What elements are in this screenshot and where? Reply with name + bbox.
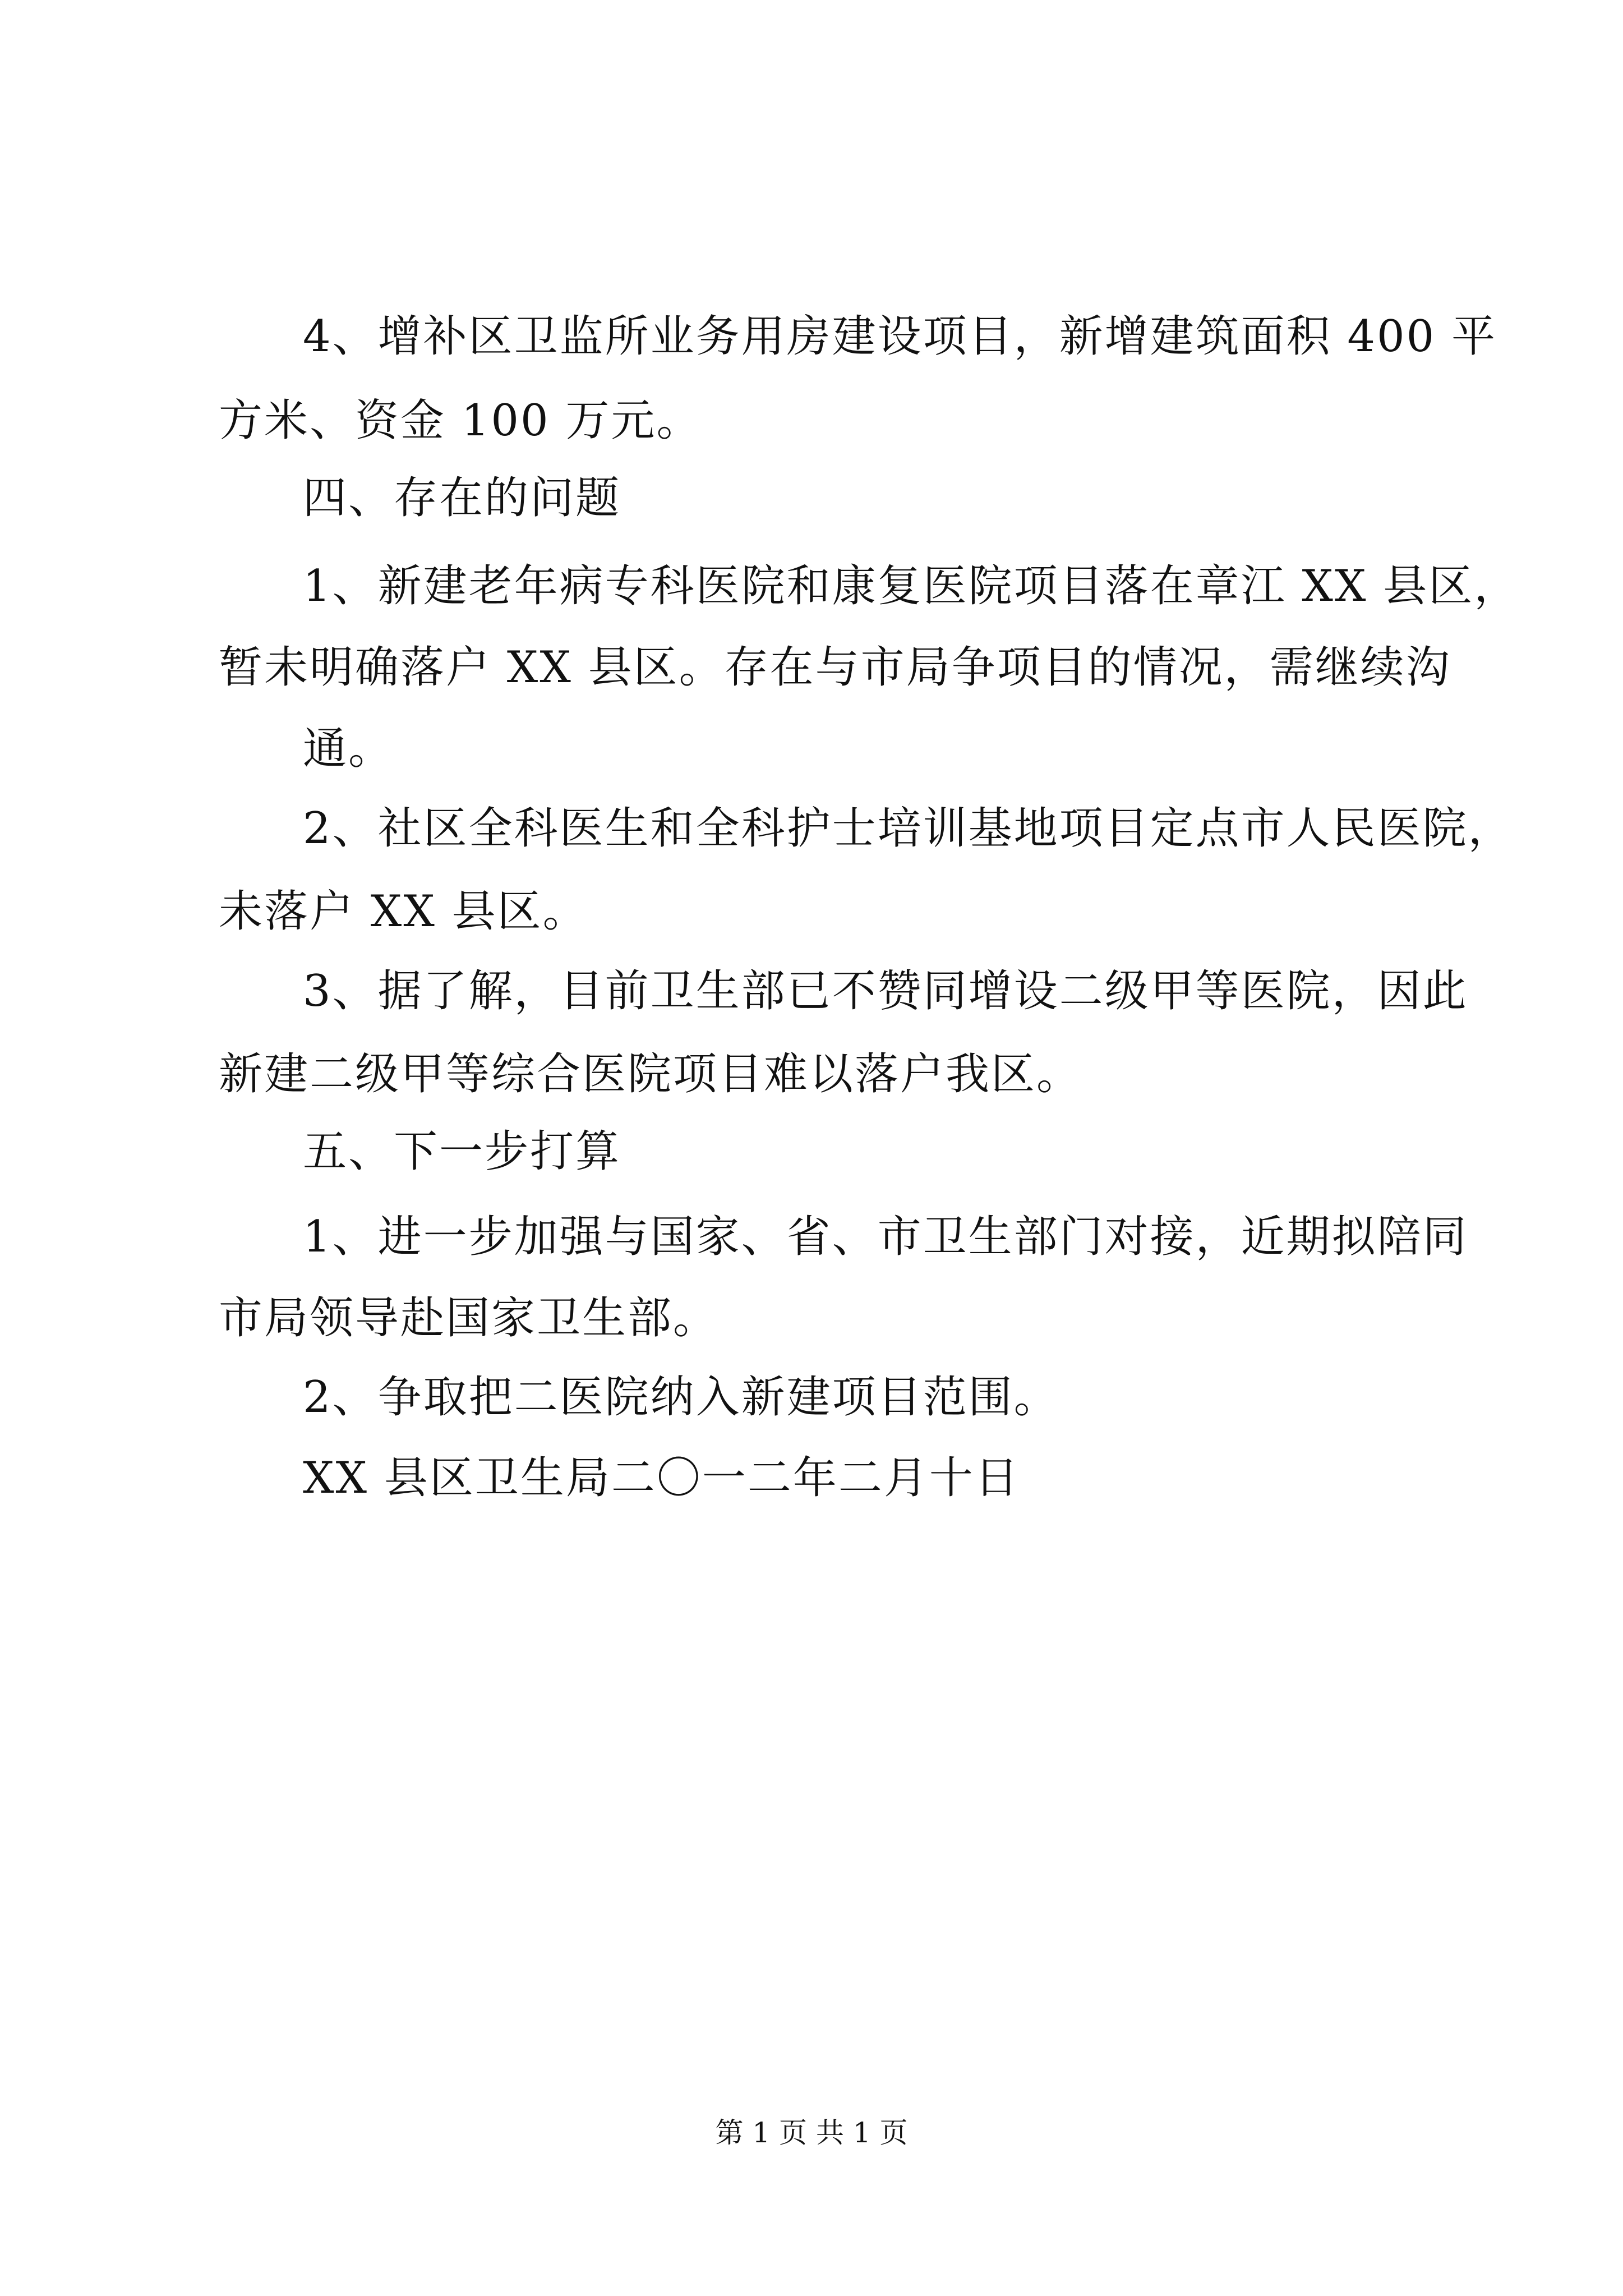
section-heading: 四、存在的问题 — [303, 473, 621, 523]
text-line: 1、新建老年病专科医院和康复医院项目落在章江 XX 县区， — [303, 561, 1520, 611]
text-line: 1、进一步加强与国家、省、市卫生部门对接，近期拟陪同 — [303, 1212, 1468, 1262]
text-line: 方米、资金 100 万元。 — [219, 395, 702, 446]
text-line: 未落户 XX 县区。 — [219, 886, 588, 937]
text-line: 2、争取把二医院纳入新建项目范围。 — [303, 1372, 1059, 1423]
text-line: 2、社区全科医生和全科护士培训基地项目定点市人民医院， — [303, 803, 1514, 854]
section-heading: 五、下一步打算 — [303, 1126, 621, 1177]
text-line: 4、增补区卫监所业务用房建设项目，新增建筑面积 400 平 — [303, 311, 1497, 362]
text-line: 通。 — [303, 724, 394, 774]
text-line: 3、据了解，目前卫生部已不赞同增设二级甲等医院，因此 — [303, 966, 1468, 1016]
page-footer: 第 1 页 共 1 页 — [715, 2116, 908, 2149]
text-line: 新建二级甲等综合医院项目难以落户我区。 — [219, 1049, 1082, 1099]
text-line: 市局领导赴国家卫生部。 — [219, 1293, 719, 1343]
signature-line: XX 县区卫生局二〇一二年二月十日 — [303, 1453, 1020, 1503]
text-line: 暂未明确落户 XX 县区。存在与市局争项目的情况，需继续沟 — [219, 642, 1451, 693]
